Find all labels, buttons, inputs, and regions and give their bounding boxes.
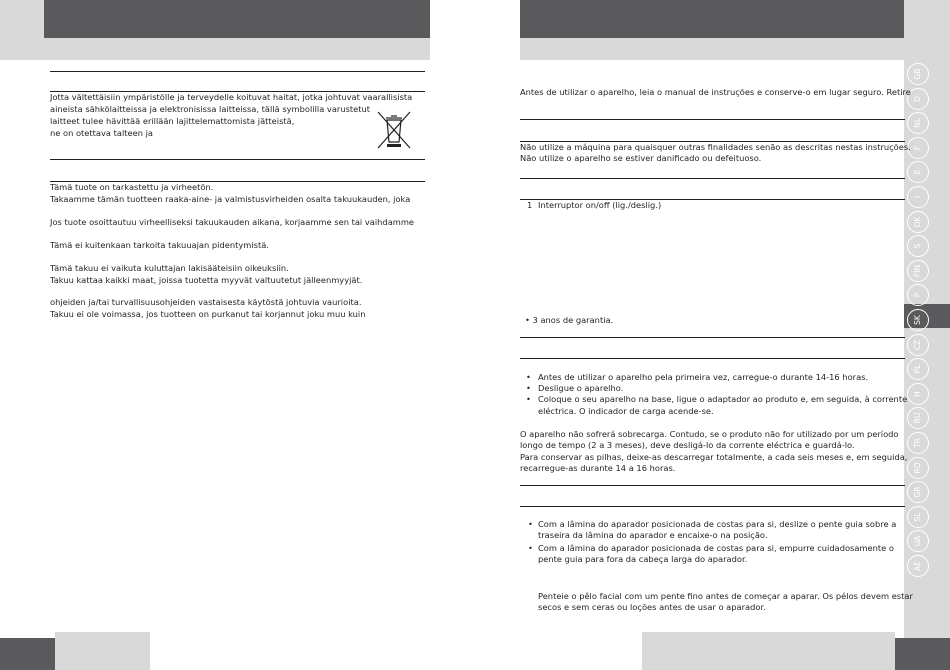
intro-text: Antes de utilizar o aparelho, leia o manual de instruções e conserve-o em lugar seguro. Retire	[520, 87, 911, 97]
language-tab-cz[interactable]: CZ	[907, 334, 929, 356]
section-rule	[50, 71, 425, 72]
left-footer-band	[55, 632, 150, 670]
section-rule	[520, 178, 905, 179]
language-tab-nl[interactable]: NL	[907, 112, 929, 134]
warranty-line: ohjeiden ja/tai turvallisuusohjeiden vastaisesta käytöstä johtuvia vaurioita.	[50, 297, 362, 307]
disposal-line: Jotta vältettäisiin ympäristölle ja terveydelle koituvat haitat, jotka johtuvat vaarallisista	[50, 92, 413, 102]
language-tab-ae[interactable]: AE	[907, 555, 929, 577]
language-tab-tr[interactable]: TR	[907, 432, 929, 454]
bullet-dot: •	[528, 519, 533, 529]
language-tab-p[interactable]: P	[907, 284, 929, 306]
language-tab-gr[interactable]: GR	[907, 481, 929, 503]
bullet-dot: •	[526, 394, 531, 404]
section-rule	[520, 506, 905, 507]
disposal-line: laitteet tulee hävittää erillään lajittelemattomista jätteistä,	[50, 116, 295, 126]
safety-line: Não utilize o aparelho se estiver danificado ou defeituoso.	[520, 153, 762, 163]
warranty-line: Jos tuote osoittautuu virheelliseksi takuukauden aikana, korjaamme sen tai vaihdamme	[50, 217, 415, 227]
warranty-line: Tämä tuote on tarkastettu ja virheetön.	[50, 182, 214, 192]
language-tab-ru[interactable]: RU	[907, 407, 929, 429]
bullet-dot: •	[526, 383, 531, 393]
section-rule	[50, 159, 425, 160]
language-tab-i[interactable]: I	[907, 186, 929, 208]
comb-bullet: Com a lâmina do aparador posicionada de costas para si, deslize o pente guia sobre a	[538, 519, 897, 529]
trim-text: Penteie o pêlo facial com um pente fino antes de começar a aparar. Os pélos devem estar	[538, 591, 913, 601]
language-tab-d[interactable]: D	[907, 88, 929, 110]
right-header-bar	[520, 0, 905, 38]
warranty-line: Tämä takuu ei vaikuta kuluttajan lakisääteisiin oikeuksiin.	[50, 263, 289, 273]
comb-bullet: traseira da lâmina do aparador e encaixe-o na posição.	[538, 530, 768, 540]
charge-text: Para conservar as pilhas, deixe-as descarregar totalmente, a cada seis meses e, em seguida,	[520, 452, 908, 462]
weee-crossed-bin-icon	[376, 110, 412, 150]
trim-text: secos e sem ceras ou loções antes de usar o aparador.	[538, 602, 766, 612]
section-rule	[520, 358, 905, 359]
language-tab-dk[interactable]: DK	[907, 211, 929, 233]
left-header-bar	[44, 0, 430, 38]
bullet-dot: •	[526, 372, 531, 382]
charge-text: recarregue-as durante 14 a 16 horas.	[520, 463, 676, 473]
language-tab-ro[interactable]: RO	[907, 457, 929, 479]
section-rule	[520, 119, 905, 120]
section-rule	[520, 485, 905, 486]
parts-number: 1	[527, 200, 533, 210]
left-page-number-tab	[0, 638, 55, 670]
warranty-line: Takaamme tämän tuotteen raaka-aine- ja valmistusvirheiden osalta takuukauden, joka	[50, 194, 411, 204]
parts-label: Interruptor on/off (lig./deslig.)	[538, 200, 662, 210]
language-tab-s[interactable]: S	[907, 235, 929, 257]
language-tab-pl[interactable]: PL	[907, 358, 929, 380]
language-tab-e[interactable]: E	[907, 161, 929, 183]
disposal-line: ne on otettava talteen ja	[50, 128, 154, 138]
charge-bullet: Antes de utilizar o aparelho pela primeira vez, carregue-o durante 14-16 horas.	[538, 372, 869, 382]
charge-text: O aparelho não sofrerá sobrecarga. Contudo, se o produto não for utilizado por um período	[520, 429, 899, 439]
language-tab-h[interactable]: H	[907, 383, 929, 405]
charge-bullet: Desligue o aparelho.	[538, 383, 624, 393]
language-tab-fin[interactable]: FIN	[907, 260, 929, 282]
comb-bullet: Com a lâmina do aparador posicionada de costas para si, empurre cuidadosamente o	[538, 543, 894, 553]
comb-bullet: pente guia para fora da cabeça larga do aparador.	[538, 554, 748, 564]
right-page-number-tab	[895, 638, 950, 670]
section-rule	[520, 337, 905, 338]
language-tab-ua[interactable]: UA	[907, 530, 929, 552]
warranty-line: Takuu kattaa kaikki maat, joissa tuotetta myyvät valtuutetut jälleenmyyjät.	[50, 275, 363, 285]
safety-line: Não utilize a máquina para quaisquer outras finalidades senão as descritas nestas instruções.	[520, 142, 911, 152]
charge-text: longo de tempo (2 a 3 meses), deve desligá-lo da corrente eléctrica e guardá-lo.	[520, 440, 855, 450]
warranty-line: Tämä ei kuitenkaan tarkoita takuuajan pidentymistä.	[50, 240, 269, 250]
charge-bullet: eléctrica. O indicador de carga acende-se.	[538, 406, 714, 416]
bullet-dot: •	[528, 543, 533, 553]
right-footer-band	[642, 632, 895, 670]
language-tab-sl[interactable]: SL	[907, 506, 929, 528]
disposal-line: aineista sähkölaitteissa ja elektronisissa laitteissa, tällä symbolilla varustetut	[50, 104, 371, 114]
language-tab-gb[interactable]: GB	[907, 63, 929, 85]
warranty-line: Takuu ei ole voimassa, jos tuotteen on purkanut tai korjannut joku muu kuin	[50, 309, 366, 319]
language-tab-f[interactable]: F	[907, 137, 929, 159]
language-tab-sk[interactable]: SK	[907, 309, 929, 331]
warranty-note: • 3 anos de garantia.	[525, 315, 614, 325]
charge-bullet: Coloque o seu aparelho na base, ligue o adaptador ao produto e, em seguida, à corrente	[538, 394, 908, 404]
